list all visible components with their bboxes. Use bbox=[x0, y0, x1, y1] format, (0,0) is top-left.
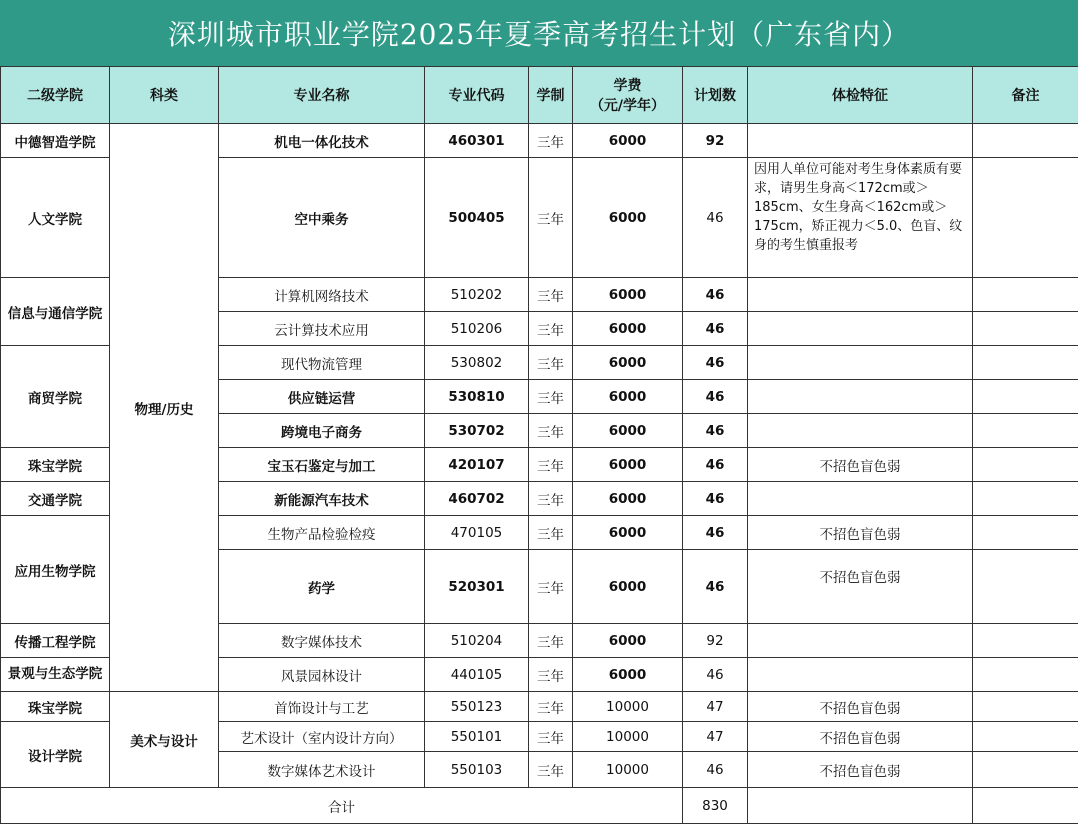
major-cell: 生物产品检验检疫 bbox=[219, 516, 425, 550]
fee-cell: 10000 bbox=[573, 692, 683, 722]
fee-cell: 6000 bbox=[573, 624, 683, 658]
code-cell: 500405 bbox=[425, 158, 529, 278]
fee-cell: 6000 bbox=[573, 414, 683, 448]
exam-cell: 不招色盲色弱 bbox=[748, 448, 973, 482]
note-cell bbox=[973, 380, 1078, 414]
plan-cell: 47 bbox=[683, 722, 748, 752]
code-cell: 530810 bbox=[425, 380, 529, 414]
years-cell: 三年 bbox=[529, 124, 573, 158]
fee-cell: 6000 bbox=[573, 158, 683, 278]
years-cell: 三年 bbox=[529, 482, 573, 516]
exam-cell bbox=[748, 312, 973, 346]
major-cell: 艺术设计（室内设计方向） bbox=[219, 722, 425, 752]
college-cell: 设计学院 bbox=[1, 722, 110, 788]
major-cell: 宝玉石鉴定与加工 bbox=[219, 448, 425, 482]
col-header-subject: 科类 bbox=[110, 67, 219, 124]
col-header-code: 专业代码 bbox=[425, 67, 529, 124]
plan-cell: 47 bbox=[683, 692, 748, 722]
exam-cell bbox=[748, 278, 973, 312]
plan-cell: 92 bbox=[683, 624, 748, 658]
code-cell: 530802 bbox=[425, 346, 529, 380]
major-cell: 新能源汽车技术 bbox=[219, 482, 425, 516]
fee-cell: 10000 bbox=[573, 752, 683, 788]
total-value: 830 bbox=[683, 788, 748, 824]
plan-cell: 46 bbox=[683, 158, 748, 278]
note-cell bbox=[973, 752, 1078, 788]
major-cell: 云计算技术应用 bbox=[219, 312, 425, 346]
total-label: 合计 bbox=[1, 788, 683, 824]
exam-cell bbox=[748, 124, 973, 158]
exam-cell: 不招色盲色弱 bbox=[748, 550, 973, 624]
exam-cell bbox=[748, 624, 973, 658]
college-cell: 景观与生态学院 bbox=[1, 658, 110, 692]
code-cell: 520301 bbox=[425, 550, 529, 624]
note-cell bbox=[973, 516, 1078, 550]
fee-cell: 6000 bbox=[573, 482, 683, 516]
col-header-plan: 计划数 bbox=[683, 67, 748, 124]
total-note-cell bbox=[973, 788, 1078, 824]
plan-cell: 46 bbox=[683, 448, 748, 482]
years-cell: 三年 bbox=[529, 312, 573, 346]
col-header-years: 学制 bbox=[529, 67, 573, 124]
note-cell bbox=[973, 158, 1078, 278]
major-cell: 现代物流管理 bbox=[219, 346, 425, 380]
exam-cell: 不招色盲色弱 bbox=[748, 752, 973, 788]
major-cell: 首饰设计与工艺 bbox=[219, 692, 425, 722]
years-cell: 三年 bbox=[529, 448, 573, 482]
plan-cell: 46 bbox=[683, 550, 748, 624]
note-cell bbox=[973, 278, 1078, 312]
major-cell: 空中乘务 bbox=[219, 158, 425, 278]
exam-cell: 因用人单位可能对考生身体素质有要求，请男生身高＜172cm或＞185cm、女生身高＜162cm或＞175cm，矫正视力＜5.0、色盲、纹身的考生慎重报考 bbox=[748, 158, 973, 278]
enrollment-table bbox=[0, 66, 1078, 824]
fee-cell: 6000 bbox=[573, 346, 683, 380]
note-cell bbox=[973, 692, 1078, 722]
years-cell: 三年 bbox=[529, 346, 573, 380]
plan-cell: 46 bbox=[683, 380, 748, 414]
exam-cell bbox=[748, 482, 973, 516]
plan-cell: 92 bbox=[683, 124, 748, 158]
code-cell: 550103 bbox=[425, 752, 529, 788]
code-cell: 510202 bbox=[425, 278, 529, 312]
years-cell: 三年 bbox=[529, 380, 573, 414]
note-cell bbox=[973, 124, 1078, 158]
note-cell bbox=[973, 414, 1078, 448]
years-cell: 三年 bbox=[529, 158, 573, 278]
exam-cell bbox=[748, 380, 973, 414]
table-row bbox=[1, 692, 1078, 722]
fee-cell: 6000 bbox=[573, 124, 683, 158]
major-cell: 供应链运营 bbox=[219, 380, 425, 414]
exam-cell: 不招色盲色弱 bbox=[748, 692, 973, 722]
years-cell: 三年 bbox=[529, 752, 573, 788]
code-cell: 510204 bbox=[425, 624, 529, 658]
years-cell: 三年 bbox=[529, 692, 573, 722]
col-header-fee bbox=[573, 67, 683, 124]
note-cell bbox=[973, 448, 1078, 482]
years-cell: 三年 bbox=[529, 414, 573, 448]
college-cell: 传播工程学院 bbox=[1, 624, 110, 658]
page-title: 深圳城市职业学院2025年夏季高考招生计划（广东省内） bbox=[0, 0, 1078, 66]
table-row bbox=[1, 124, 1078, 158]
college-cell: 珠宝学院 bbox=[1, 448, 110, 482]
header-row bbox=[1, 67, 1078, 124]
subject-cell: 美术与设计 bbox=[110, 692, 219, 788]
note-cell bbox=[973, 658, 1078, 692]
col-header-exam: 体检特征 bbox=[748, 67, 973, 124]
plan-cell: 46 bbox=[683, 482, 748, 516]
plan-cell: 46 bbox=[683, 278, 748, 312]
college-cell: 信息与通信学院 bbox=[1, 278, 110, 346]
major-cell: 数字媒体艺术设计 bbox=[219, 752, 425, 788]
major-cell: 药学 bbox=[219, 550, 425, 624]
years-cell: 三年 bbox=[529, 624, 573, 658]
code-cell: 420107 bbox=[425, 448, 529, 482]
college-cell: 应用生物学院 bbox=[1, 516, 110, 624]
exam-cell bbox=[748, 346, 973, 380]
exam-cell bbox=[748, 658, 973, 692]
col-header-major: 专业名称 bbox=[219, 67, 425, 124]
code-cell: 550101 bbox=[425, 722, 529, 752]
major-cell: 跨境电子商务 bbox=[219, 414, 425, 448]
col-header-note: 备注 bbox=[973, 67, 1078, 124]
exam-cell bbox=[748, 414, 973, 448]
fee-cell: 6000 bbox=[573, 550, 683, 624]
years-cell: 三年 bbox=[529, 278, 573, 312]
fee-cell: 6000 bbox=[573, 312, 683, 346]
plan-cell: 46 bbox=[683, 658, 748, 692]
plan-cell: 46 bbox=[683, 414, 748, 448]
fee-cell: 6000 bbox=[573, 658, 683, 692]
note-cell bbox=[973, 312, 1078, 346]
plan-cell: 46 bbox=[683, 312, 748, 346]
plan-cell: 46 bbox=[683, 346, 748, 380]
college-cell: 交通学院 bbox=[1, 482, 110, 516]
code-cell: 530702 bbox=[425, 414, 529, 448]
college-cell: 商贸学院 bbox=[1, 346, 110, 448]
fee-cell: 6000 bbox=[573, 278, 683, 312]
college-cell: 人文学院 bbox=[1, 158, 110, 278]
code-cell: 550123 bbox=[425, 692, 529, 722]
note-cell bbox=[973, 346, 1078, 380]
years-cell: 三年 bbox=[529, 516, 573, 550]
fee-cell: 6000 bbox=[573, 516, 683, 550]
plan-cell: 46 bbox=[683, 752, 748, 788]
fee-cell: 6000 bbox=[573, 448, 683, 482]
total-row bbox=[1, 788, 1078, 824]
code-cell: 460702 bbox=[425, 482, 529, 516]
fee-header-line2: （元/学年） bbox=[589, 98, 666, 114]
major-cell: 机电一体化技术 bbox=[219, 124, 425, 158]
exam-cell: 不招色盲色弱 bbox=[748, 516, 973, 550]
years-cell: 三年 bbox=[529, 658, 573, 692]
fee-header-line1: 学费 bbox=[613, 78, 642, 94]
college-cell: 中德智造学院 bbox=[1, 124, 110, 158]
code-cell: 440105 bbox=[425, 658, 529, 692]
note-cell bbox=[973, 482, 1078, 516]
note-cell bbox=[973, 624, 1078, 658]
subject-cell: 物理/历史 bbox=[110, 124, 219, 692]
note-cell bbox=[973, 550, 1078, 624]
plan-cell: 46 bbox=[683, 516, 748, 550]
col-header-college: 二级学院 bbox=[1, 67, 110, 124]
total-exam-cell bbox=[748, 788, 973, 824]
college-cell: 珠宝学院 bbox=[1, 692, 110, 722]
major-cell: 数字媒体技术 bbox=[219, 624, 425, 658]
major-cell: 风景园林设计 bbox=[219, 658, 425, 692]
years-cell: 三年 bbox=[529, 550, 573, 624]
fee-cell: 10000 bbox=[573, 722, 683, 752]
fee-cell: 6000 bbox=[573, 380, 683, 414]
code-cell: 460301 bbox=[425, 124, 529, 158]
code-cell: 510206 bbox=[425, 312, 529, 346]
note-cell bbox=[973, 722, 1078, 752]
exam-cell: 不招色盲色弱 bbox=[748, 722, 973, 752]
code-cell: 470105 bbox=[425, 516, 529, 550]
major-cell: 计算机网络技术 bbox=[219, 278, 425, 312]
years-cell: 三年 bbox=[529, 722, 573, 752]
